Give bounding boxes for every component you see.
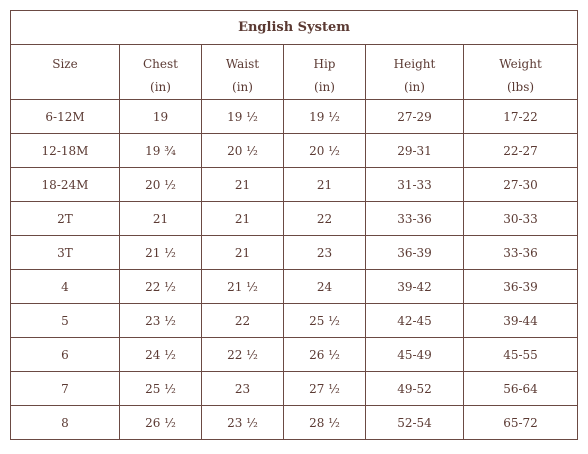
cell-weight: 65-72: [464, 406, 578, 440]
table-row: [11, 202, 578, 236]
cell-chest: 19 ¾: [120, 134, 202, 168]
cell-height: 45-49: [366, 338, 464, 372]
cell-size: 12-18M: [11, 134, 120, 168]
cell-waist: 19 ½: [202, 100, 284, 134]
cell-size: 7: [11, 372, 120, 406]
cell-waist: 22 ½: [202, 338, 284, 372]
cell-weight: 56-64: [464, 372, 578, 406]
cell-height: 52-54: [366, 406, 464, 440]
cell-chest: 21 ½: [120, 236, 202, 270]
cell-height: 36-39: [366, 236, 464, 270]
cell-waist: 21: [202, 202, 284, 236]
cell-chest: 24 ½: [120, 338, 202, 372]
column-header-height: [366, 45, 464, 100]
cell-size: 18-24M: [11, 168, 120, 202]
table-row: [11, 338, 578, 372]
cell-chest: 22 ½: [120, 270, 202, 304]
cell-weight: 39-44: [464, 304, 578, 338]
column-header-label: Waist: [225, 57, 260, 71]
cell-size: 4: [11, 270, 120, 304]
table-row: [11, 168, 578, 202]
table-row: [11, 100, 578, 134]
cell-waist: 23: [202, 372, 284, 406]
cell-size: 2T: [11, 202, 120, 236]
column-header-hip: [284, 45, 366, 100]
cell-hip: 24: [284, 270, 366, 304]
cell-waist: 22: [202, 304, 284, 338]
table-row: [11, 372, 578, 406]
cell-size: 3T: [11, 236, 120, 270]
column-header-size: [11, 45, 120, 100]
cell-size: 6-12M: [11, 100, 120, 134]
table-row: [11, 304, 578, 338]
cell-size: 6: [11, 338, 120, 372]
cell-chest: 26 ½: [120, 406, 202, 440]
table-row: [11, 270, 578, 304]
column-header-waist: [202, 45, 284, 100]
cell-hip: 22: [284, 202, 366, 236]
cell-weight: 17-22: [464, 100, 578, 134]
column-header-label: Height: [393, 57, 436, 71]
cell-height: 27-29: [366, 100, 464, 134]
table-row: [11, 134, 578, 168]
title-row: [11, 11, 578, 45]
column-header-unit: (in): [314, 80, 335, 94]
cell-size: 5: [11, 304, 120, 338]
column-header-unit: (in): [150, 80, 171, 94]
cell-size: 8: [11, 406, 120, 440]
cell-height: 29-31: [366, 134, 464, 168]
cell-waist: 21: [202, 168, 284, 202]
cell-weight: 45-55: [464, 338, 578, 372]
column-header-label: Weight: [499, 57, 542, 71]
column-header-label: Size: [52, 57, 78, 71]
table-title: English System: [11, 11, 578, 45]
cell-hip: 19 ½: [284, 100, 366, 134]
size-chart-table: [10, 10, 578, 440]
column-header-unit: (lbs): [507, 80, 535, 94]
column-header-weight: [464, 45, 578, 100]
cell-height: 33-36: [366, 202, 464, 236]
cell-chest: 20 ½: [120, 168, 202, 202]
cell-weight: 30-33: [464, 202, 578, 236]
column-header-chest: [120, 45, 202, 100]
cell-height: 31-33: [366, 168, 464, 202]
cell-waist: 20 ½: [202, 134, 284, 168]
cell-waist: 23 ½: [202, 406, 284, 440]
cell-waist: 21 ½: [202, 270, 284, 304]
cell-height: 42-45: [366, 304, 464, 338]
header-row: [11, 45, 578, 100]
cell-chest: 21: [120, 202, 202, 236]
cell-hip: 25 ½: [284, 304, 366, 338]
cell-height: 49-52: [366, 372, 464, 406]
cell-hip: 20 ½: [284, 134, 366, 168]
cell-hip: 27 ½: [284, 372, 366, 406]
cell-weight: 27-30: [464, 168, 578, 202]
column-header-label: Hip: [313, 57, 336, 71]
cell-hip: 21: [284, 168, 366, 202]
cell-weight: 22-27: [464, 134, 578, 168]
cell-hip: 28 ½: [284, 406, 366, 440]
cell-hip: 26 ½: [284, 338, 366, 372]
column-header-unit: (in): [232, 80, 253, 94]
cell-chest: 19: [120, 100, 202, 134]
cell-hip: 23: [284, 236, 366, 270]
column-header-label: Chest: [143, 57, 178, 71]
cell-weight: 33-36: [464, 236, 578, 270]
table-row: [11, 406, 578, 440]
cell-waist: 21: [202, 236, 284, 270]
column-header-unit: (in): [404, 80, 425, 94]
cell-chest: 23 ½: [120, 304, 202, 338]
cell-height: 39-42: [366, 270, 464, 304]
cell-weight: 36-39: [464, 270, 578, 304]
table-row: [11, 236, 578, 270]
cell-chest: 25 ½: [120, 372, 202, 406]
